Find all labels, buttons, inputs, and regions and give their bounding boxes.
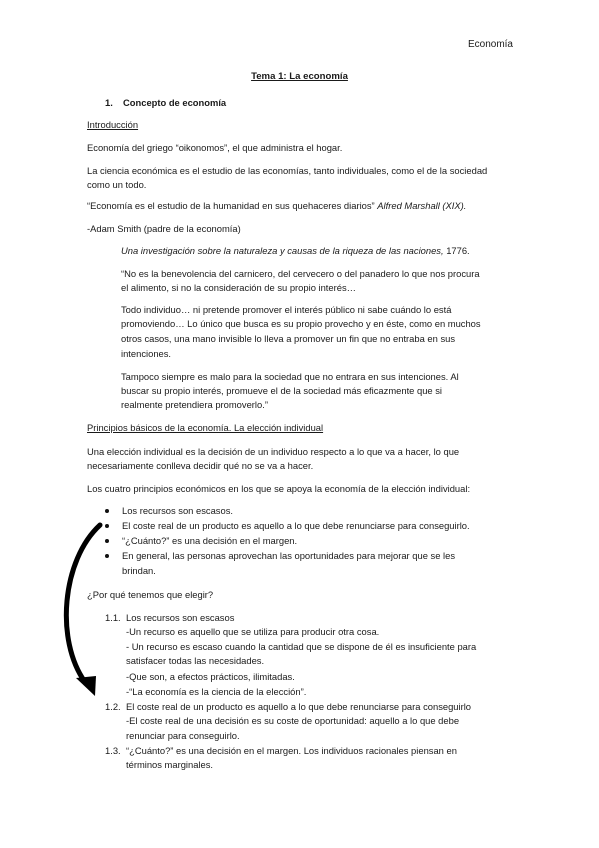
- principles-paragraph-1-line1: Una elección individual es la decisión de un individuo respecto a lo que va a hacer, lo que: [87, 446, 460, 457]
- subsection-1-1-line1: -Un recurso es aquello que se utiliza para producir otra cosa.: [126, 626, 380, 637]
- smith-quote-2-line4: intenciones.: [121, 348, 172, 359]
- intro-paragraph-2-line1: La ciencia económica es el estudio de las economías, tanto individuales, como el de la sociedad: [87, 165, 488, 176]
- why-choose-question: ¿Por qué tenemos que elegir?: [87, 589, 214, 600]
- subsection-1-3-number: 1.3.: [105, 745, 121, 756]
- smith-quote-2-line2: promoviendo… Lo único que busca es su propio provecho y en éste, como en muchos: [121, 318, 481, 329]
- subsection-1-1-line5: -“La economía es la ciencia de la elección”.: [126, 686, 307, 697]
- principles-paragraph-2: Los cuatro principios económicos en los que se apoya la economía de la elección individual:: [87, 483, 471, 494]
- smith-quote-3-line3: realmente pretendiera promoverlo.”: [121, 399, 268, 410]
- intro-paragraph-2-line2: como un todo.: [87, 179, 147, 190]
- smith-quote-3-line2: buscar su propio interés, promueve el de la sociedad más eficazmente que si: [121, 385, 443, 396]
- smith-quote-1-line2: el alimento, si no la consideración de su propio interés…: [121, 282, 357, 293]
- subsection-1-3-line2: términos marginales.: [126, 759, 214, 770]
- marshall-quote-author: Alfred Marshall (XIX).: [377, 200, 467, 211]
- intro-paragraph-1: Economía del griego “oikonomos”, el que administra el hogar.: [87, 142, 343, 153]
- subsection-1-2-line1: -El coste real de una decisión es su coste de oportunidad: aquello a lo que debe: [126, 715, 460, 726]
- subsection-1-2-line2: renunciar para conseguirlo.: [126, 730, 240, 741]
- running-header: Economía: [467, 39, 513, 50]
- subsection-1-1-line3: satisfacer todas las necesidades.: [126, 655, 265, 666]
- principle-bullet-4-line2: brindan.: [122, 565, 156, 576]
- principle-bullet-2: El coste real de un producto es aquello a lo que debe renunciarse para conseguirlo.: [122, 520, 470, 531]
- book-title: Una investigación sobre la naturaleza y causas de la riqueza de las naciones,: [121, 245, 444, 256]
- subsection-1-1-line4: -Que son, a efectos prácticos, ilimitadas.: [126, 671, 295, 682]
- section-number: 1.: [105, 97, 113, 108]
- principles-heading: Principios básicos de la economía. La elección individual: [87, 422, 324, 433]
- smith-quote-2-line3: otros casos, una mano invisible lo lleva a promover un fin que no entraba en sus: [121, 333, 456, 344]
- subsection-1-1-number: 1.1.: [105, 612, 121, 623]
- principles-paragraph-1-line2: necesariamente conlleva decidir qué no se va a hacer.: [87, 460, 314, 471]
- intro-heading: Introducción: [87, 119, 139, 130]
- subsection-1-3-line1: “¿Cuánto?” es una decisión en el margen. Los individuos racionales piensan en: [126, 745, 457, 756]
- subsection-1-2-title: El coste real de un producto es aquello a lo que debe renunciarse para conseguirlo: [126, 701, 472, 712]
- adam-smith-line: -Adam Smith (padre de la economía): [87, 223, 241, 234]
- marshall-quote-text: “Economía es el estudio de la humanidad en sus quehaceres diarios”: [87, 200, 375, 211]
- principle-bullet-1: Los recursos son escasos.: [122, 505, 233, 516]
- smith-quote-2-line1: Todo individuo… ni pretende promover el interés público ni sabe cuándo lo está: [121, 304, 452, 315]
- subsection-1-1-line2: - Un recurso es escaso cuando la cantidad que se dispone de él es insuficiente para: [126, 641, 477, 652]
- smith-quote-3-line1: Tampoco siempre es malo para la sociedad que no entrara en sus intenciones. Al: [121, 371, 459, 382]
- book-year: 1776.: [446, 245, 470, 256]
- subsection-1-1-title: Los recursos son escasos: [126, 612, 235, 623]
- page-title: Tema 1: La economía: [251, 71, 348, 82]
- subsection-1-2-number: 1.2.: [105, 701, 121, 712]
- principle-bullet-3: “¿Cuánto?” es una decisión en el margen.: [122, 535, 298, 546]
- section-heading: Concepto de economía: [123, 97, 227, 108]
- principle-bullet-4-line1: En general, las personas aprovechan las oportunidades para mejorar que se les: [122, 550, 456, 561]
- smith-quote-1-line1: “No es la benevolencia del carnicero, del cervecero o del panadero lo que nos procura: [121, 268, 480, 279]
